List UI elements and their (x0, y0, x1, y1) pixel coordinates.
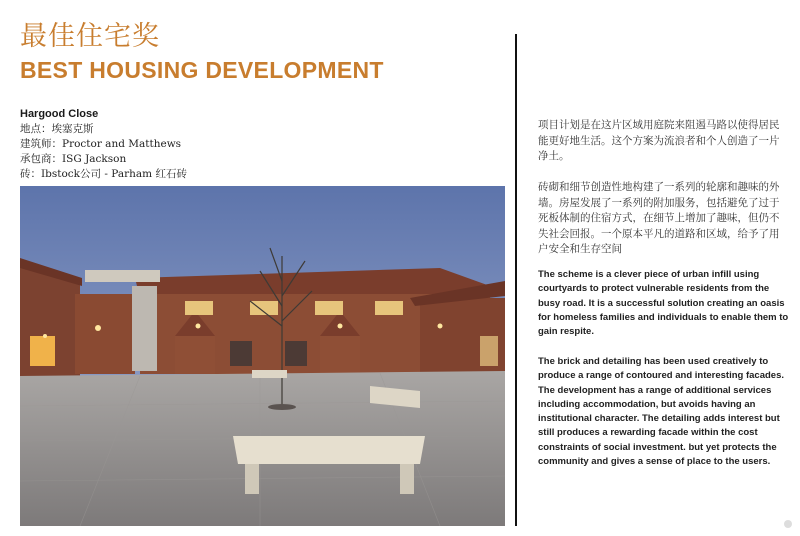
column-divider (515, 34, 517, 526)
project-architect: 建筑师：Proctor and Matthews (20, 138, 182, 150)
project-details (20, 122, 187, 182)
project-brick: 砖：Ibstock公司 - Parham 红石砖 (20, 168, 187, 180)
description-chinese-paragraph-2: 砖砌和细节创造性地构建了一系列的轮廓和趣味的外墙。房屋发展了一系列的附加服务，包括避免了过于死板体制的住宿方式，在细节上增加了趣味，但仍不失社会回报。一个原本平凡的道路和区域，给予了用户安全和生存空间 (538, 181, 780, 255)
page-title-chinese: 最佳住宅奖 (20, 21, 160, 52)
courtyard-photo-illustration (20, 186, 505, 526)
project-name: Hargood Close (20, 108, 99, 120)
project-location: 地点：埃塞克斯 (20, 123, 94, 135)
watermark-dot-icon (784, 520, 792, 528)
description-paragraph-1: The scheme is a clever piece of urban infill using courtyards to protect vulnerable residents from the busy road. It is a successful solution creating an oasis for homeless families and individuals to enable them to gain respite. (538, 269, 789, 338)
description-chinese-paragraph-1: 项目计划是在这片区域用庭院来阻遏马路以使得居民能更好地生活。这个方案为流浪者和个人创造了一片净土。 (538, 119, 780, 162)
page-title: BEST HOUSING DEVELOPMENT (20, 57, 384, 83)
project-photo (20, 186, 505, 526)
project-contractor: 承包商：ISG Jackson (20, 153, 127, 165)
description-paragraph-2: The brick and detailing has been used creatively to produce a range of contoured and interesting facades. The development has a range of additional services including accommodation, but avoids having an institutional character. The detailing adds interest but still produces a rewarding facade within the cost constraints of social investment. but yet protects the community and gives a sense of place to the users. (538, 356, 784, 468)
